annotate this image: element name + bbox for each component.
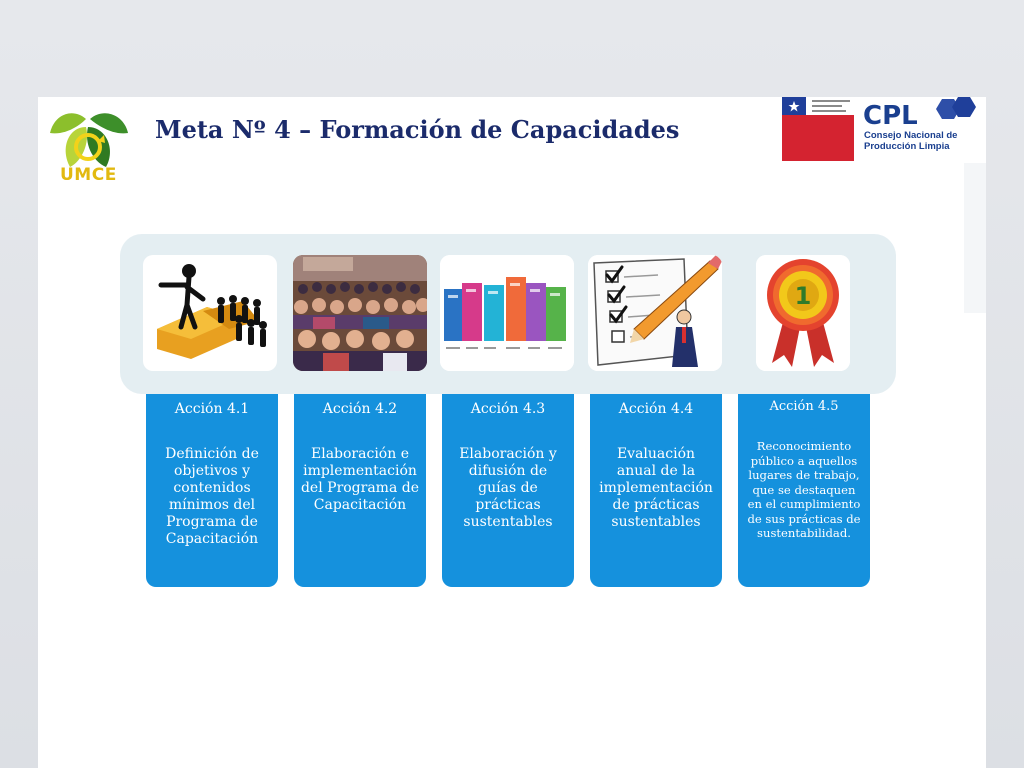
action-description: Elaboración e implementación del Programa de Capacitación: [300, 446, 420, 513]
action-label: Acción 4.1: [174, 401, 250, 417]
action-card-4-2: [294, 394, 426, 587]
action-label: Acción 4.5: [769, 399, 839, 414]
action-label: Acción 4.3: [470, 401, 546, 417]
action-card-4-5: [738, 394, 870, 587]
page-title: Meta Nº 4 – Formación de Capacidades: [155, 115, 680, 144]
cpl-subtitle: [864, 130, 957, 152]
action-label: Acción 4.4: [618, 401, 694, 417]
action-description: Reconocimiento público a aquellos lugares de trabajo, que se destaquen en el cumplimiento de sus prácticas de sustentabilidad.: [747, 439, 861, 540]
cpl-logo: [860, 97, 986, 161]
action-description: Evaluación anual de la implementación de prácticas sustentables: [599, 446, 713, 530]
action-card-4-1: [146, 394, 278, 587]
leader-arrow-icon: [143, 255, 277, 371]
award-ribbon-icon: [756, 255, 850, 371]
cpl-subtitle-line2: Producción Limpia: [864, 141, 950, 152]
guides-brochures: [440, 255, 574, 371]
cpl-logo-text: CPL: [863, 101, 918, 131]
decorative-strip: [964, 163, 986, 313]
gobierno-de-chile-icon: [782, 97, 854, 161]
action-description: Definición de objetivos y contenidos mínimos del Programa de Capacitación: [165, 446, 259, 547]
umce-label: UMCE: [60, 165, 117, 185]
action-label: Acción 4.2: [322, 401, 398, 417]
action-description: Elaboración y difusión de guías de prácticas sustentables: [459, 446, 557, 530]
checklist-pencil-icon: [588, 255, 722, 371]
action-card-4-3: [442, 394, 574, 587]
svg-text:1: 1: [794, 282, 812, 310]
audience-photo: [293, 255, 427, 371]
cpl-subtitle-line1: Consejo Nacional de: [864, 130, 958, 141]
action-card-4-4: [590, 394, 722, 587]
slide: [38, 97, 986, 768]
